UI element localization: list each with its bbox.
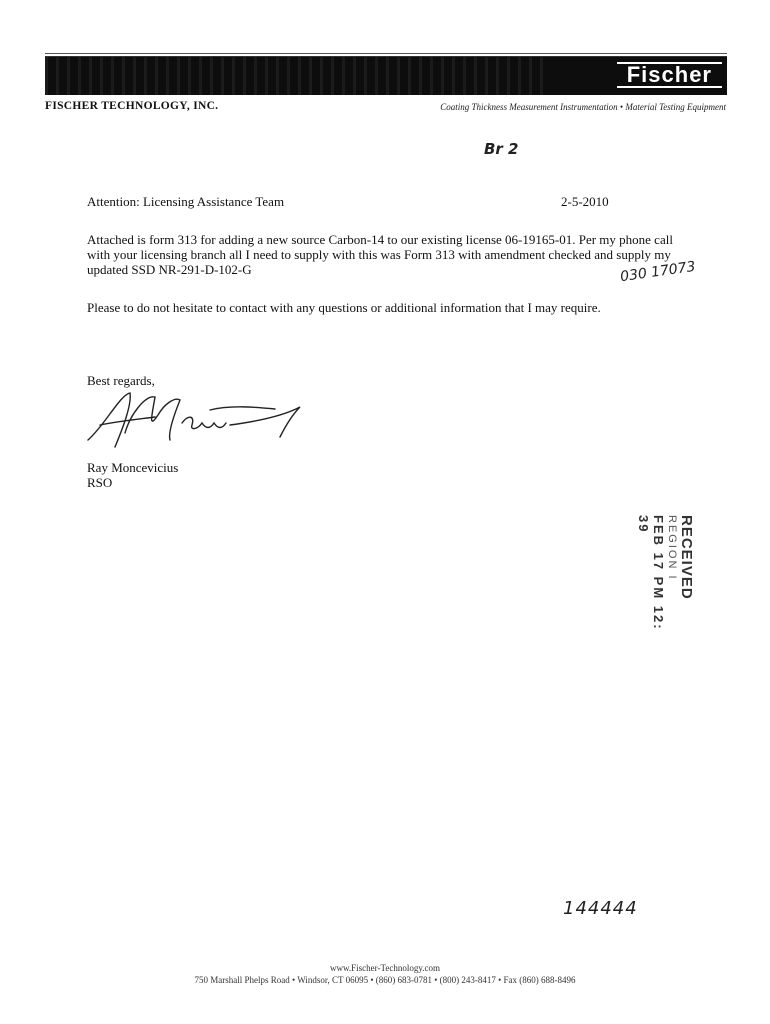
received-stamp [636, 515, 695, 645]
footer-website: www.Fischer-Technology.com [330, 963, 440, 973]
signer-title: RSO [87, 475, 113, 490]
received-stamp-line-3: FEB 17 PM 12: 39 [636, 515, 666, 631]
fischer-logo: Fischer [617, 62, 722, 88]
signature [70, 385, 320, 460]
letter-paragraph-2: Please to do not hesitate to contact with any questions or additional information that I may require. [87, 300, 601, 315]
footer-address: 750 Marshall Phelps Road • Windsor, CT 06095 • (860) 683-0781 • (800) 243-8417 • Fax (860) 688-8496 [194, 975, 576, 985]
company-tagline: Coating Thickness Measurement Instrumentation • Material Testing Equipment [440, 102, 726, 112]
letter-closing: Best regards, [87, 373, 155, 388]
signer-block [87, 460, 178, 490]
top-rule [45, 53, 727, 54]
attention-line: Attention: Licensing Assistance Team [87, 194, 285, 209]
signer-name: Ray Moncevicius [87, 460, 179, 475]
handwritten-annotation: Br 2 [484, 140, 519, 158]
letter-date: 2-5-2010 [561, 194, 609, 209]
company-name: FISCHER TECHNOLOGY, INC. [45, 100, 219, 112]
handwritten-case-number: 030 17073 [619, 258, 697, 286]
letter-paragraph-1: Attached is form 313 for adding a new source Carbon-14 to our existing license 06-19165-01. Per my phone call with your licensing branch all I need to supply with this was Form 313 with amendment checked and supply my updated SSD NR-291-D-102-G [87, 232, 673, 277]
handwritten-document-number: 144444 [563, 898, 638, 919]
received-stamp-line-2: REGION I [666, 515, 678, 581]
received-stamp-line-1: RECEIVED [678, 515, 695, 600]
